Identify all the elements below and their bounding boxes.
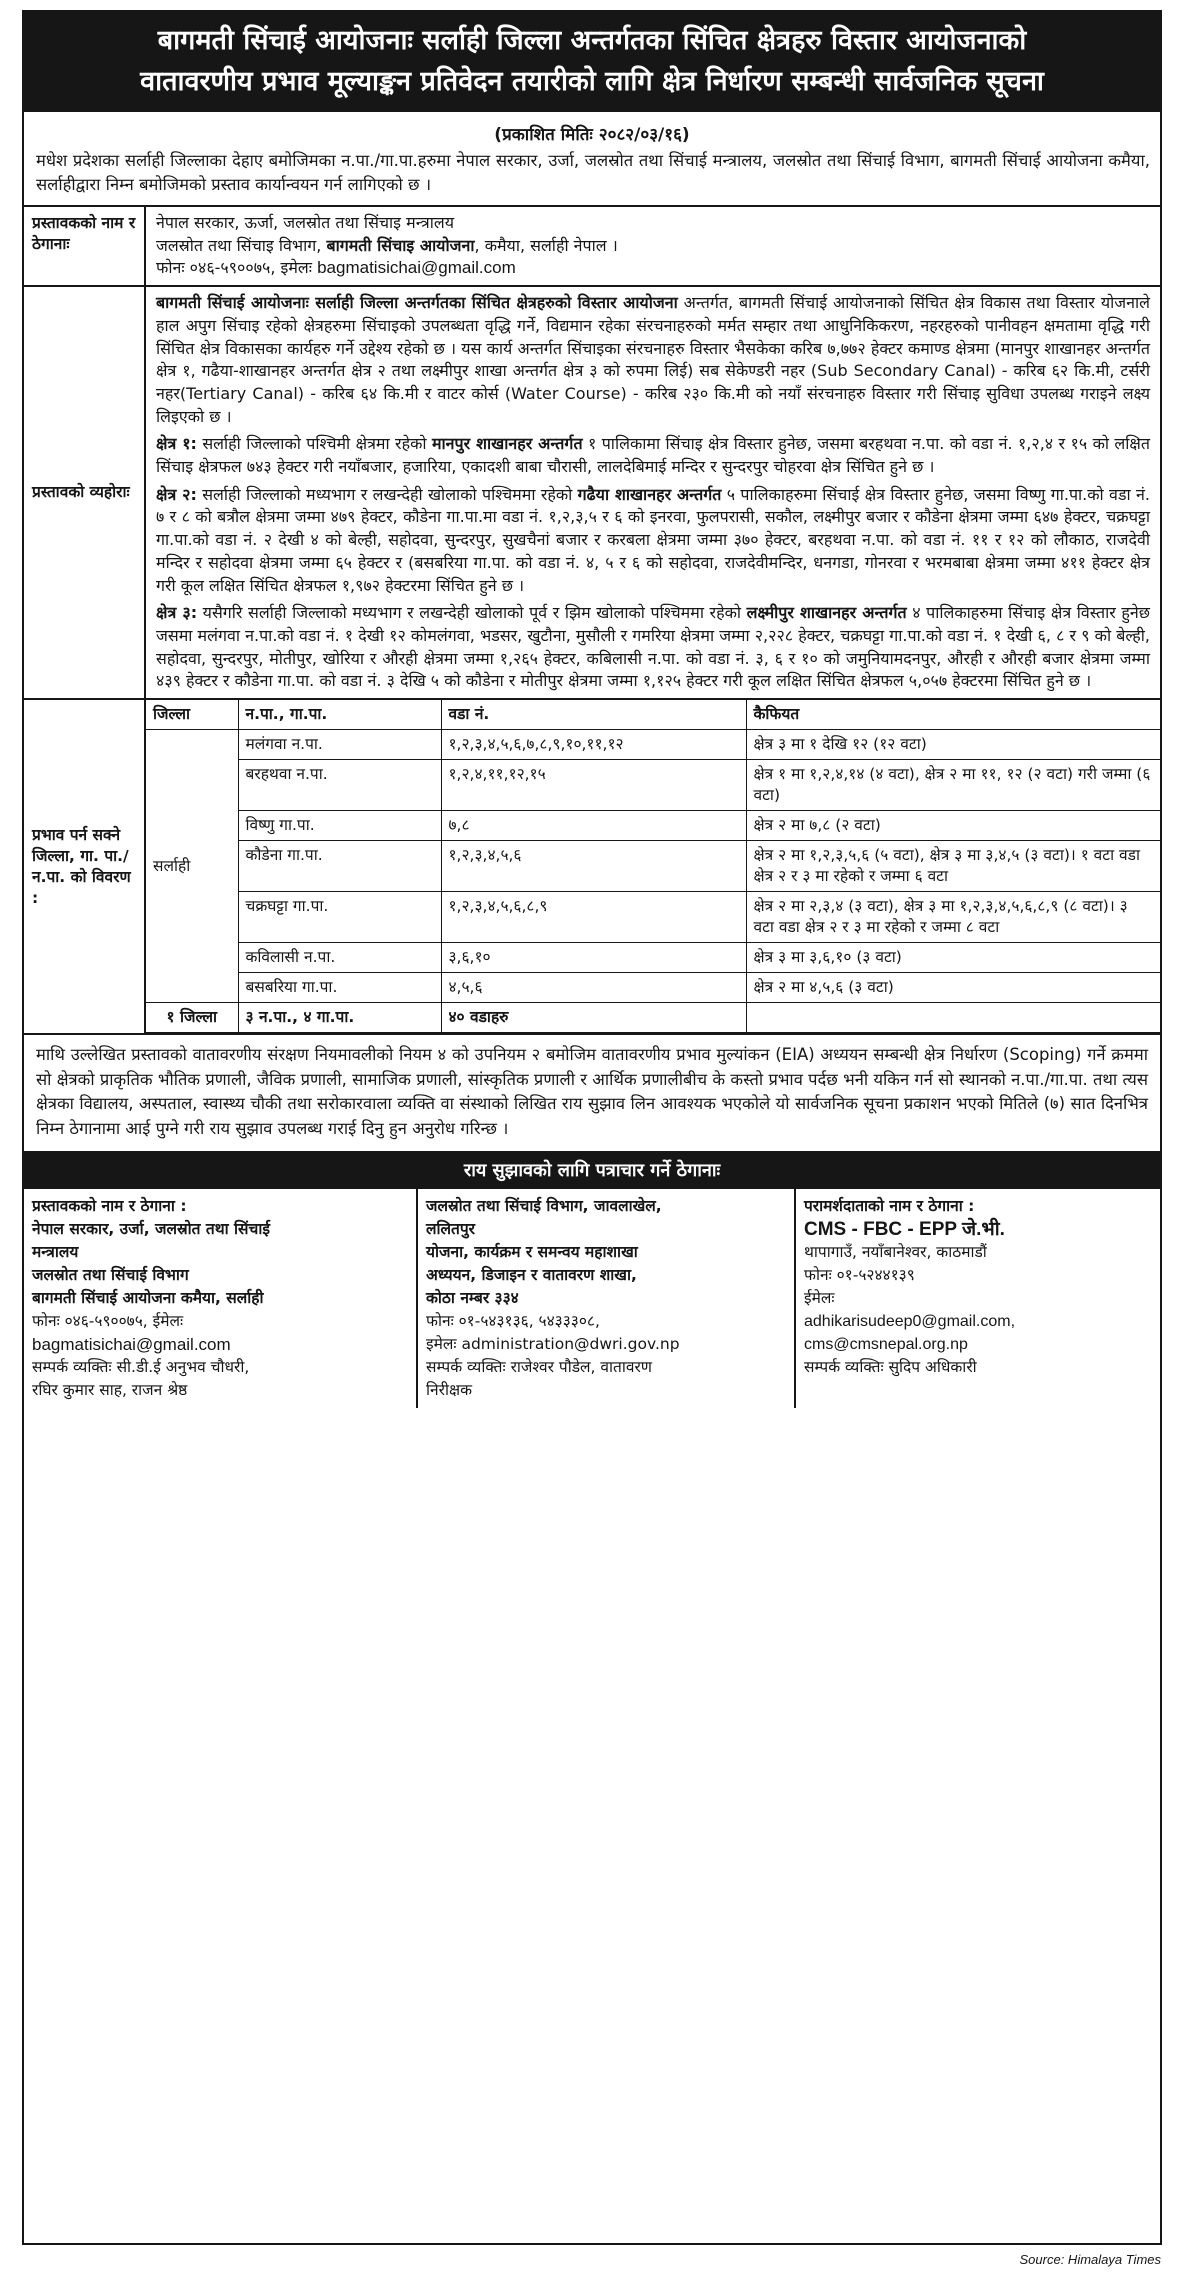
consultant-phone: फोनः ०१-५२४४१३९ [804,1266,915,1285]
proponent-label: प्रस्तावकको नाम र ठेगानाः [24,207,146,285]
total-municipality-cell: ३ न.पा., ४ गा.पा. [238,1003,441,1033]
proponent-project-name: बागमती सिंचाइ आयोजना [326,235,475,255]
consultant-address-line: थापागाउँ, नयाँबानेश्वर, काठमाडौं [804,1243,987,1262]
affected-areas-label: प्रभाव पर्न सक्ने जिल्ला, गा. पा./ न.पा. को विवरण : [24,700,146,1033]
proponent-address-email: bagmatisichai@gmail.com [32,1335,231,1355]
wards-cell: १,२,३,४,५,६ [441,841,746,892]
municipality-cell: विष्णु गा.पा. [238,811,441,841]
remarks-cell: क्षेत्र २ मा १,२,३,५,६ (५ वटा), क्षेत्र ३ मा ३,४,५ (३ वटा)। १ वटा वडा क्षेत्र २ र ३ मा रहेको र जम्मा ६ वटा [746,841,1160,892]
department-phone: फोनः ०१-५४३१३६, ५४३३३०८, [426,1312,600,1331]
municipality-table [146,700,1160,1033]
municipality-cell: बरहथवा न.पा. [238,760,441,811]
proponent-department-text: जलस्रोत तथा सिंचाइ विभाग, [156,235,327,255]
consultant-email: adhikarisudeep0@gmail.com, [804,1313,1016,1331]
consultant-contact-person: सम्पर्क व्यक्तिः सुदिप अधिकारी [804,1358,977,1377]
published-date: (प्रकाशित मितिः २०८२/०३/१६) [494,125,690,145]
wards-cell: १,२,३,४,५,६,७,८,९,१०,११,१२ [441,730,746,760]
col-header-district: जिल्ला [146,700,238,730]
notice-title-line-2: वातावरणीय प्रभाव मूल्याङ्कन प्रतिवेदन तयारीको लागि क्षेत्र निर्धारण सम्बन्धी सार्वजनिक सूचना [140,66,1044,97]
zone-2-heading: क्षेत्र २: [156,484,197,504]
table-row [146,892,1160,943]
project-title-inline: बागमती सिंचाई आयोजनाः सर्लाही जिल्ला अन्तर्गतका सिंचित क्षेत्रहरुको विस्तार आयोजना [156,293,678,313]
col-header-remarks: कैफियत [746,700,1160,730]
zone-1-paragraph [156,433,1150,478]
remarks-cell: क्षेत्र २ मा ४,५,६ (३ वटा) [746,973,1160,1003]
proponent-contact [156,257,1150,280]
proponent-contact-person: सम्पर्क व्यक्तिः सी.डी.ई अनुभव चौधरी, [32,1358,250,1377]
proponent-contact-person: रघिर कुमार साह, राजन श्रेष्ठ [32,1381,188,1400]
description-label: प्रस्तावको व्यहोराः [24,287,146,698]
zone-3-intro: यसैगरि सर्लाही जिल्लाको मध्यभाग र लखन्देही खोलाको पूर्व र झिम खोलाको पश्चिममा रहेको [197,603,747,623]
affected-areas-row [24,698,1160,1033]
zone-1-text: १ पालिकामा सिंचाइ क्षेत्र विस्तार हुनेछ, जसमा बरहथवा न.पा. को वडा नं. १,२,४ र १५ को लक्षित सिंचाइ क्षेत्रफल ७४३ हेक्टर गरी नयाँबजार, हजारिया, एकादशी बाबा चौरासी, लालदेबिमाई मन्दिर र सुन्दरपुर चोहरवा क्षेत्र सिंचित हुने छ । [156,434,1150,477]
zone-3-paragraph [156,602,1150,693]
zone-1-heading: क्षेत्र १: [156,434,197,454]
department-address-line: अध्ययन, डिजाइन र वातावरण शाखा, [426,1266,637,1285]
addresses-title-bar: राय सुझावको लागि पत्राचार गर्ने ठेगानाः [24,1151,1160,1189]
consultant-address-column [794,1189,1160,1408]
affected-areas-table-wrap [146,700,1160,1033]
wards-cell: १,२,४,११,१२,१५ [441,760,746,811]
proponent-address-line: जलस्रोत तथा सिंचाई विभाग [32,1266,189,1285]
notice-header [24,12,1160,112]
table-row [146,943,1160,973]
proponent-address-line: मन्त्रालय [32,1243,79,1262]
total-district-cell: १ जिल्ला [146,1003,238,1033]
addresses-columns [24,1189,1160,1408]
department-address-line: योजना, कार्यक्रम र समन्वय महाशाखा [426,1243,638,1262]
wards-cell: ७,८ [441,811,746,841]
table-row [146,760,1160,811]
proponent-email: bagmatisichai@gmail.com [317,258,516,278]
source-credit: Source: Himalaya Times [1019,2252,1161,2267]
zone-3-text: ४ पालिकाहरुमा सिंचाइ क्षेत्र विस्तार हुनेछ जसमा मलंगवा न.पा.को वडा नं. १ देखी १२ कोमलंगवा, भडसर, खुटौना, मुसौली र गमरिया क्षेत्रमा जम्मा २,२२८ हेक्टर, चक्रघट्टा गा.पा.को वडा नं. १ देखी ६, ८ र ९ को बेल्ही, सहोदवा, सुन्दरपुर, मोतीपुर, खोरिया र औरही क्षेत्रमा जम्मा १,२६५ हेक्टर, कबिलासी न.पा. को वडा नं. ३, ६ र १० को जमुनियामदनपुर, औरही र औरही बजार क्षेत्रमा जम्मा ४३९ हेक्टर र कौडेना गा.पा. को वडा नं. ३ देखि ५ को कौडेना र मोतीपुर क्षेत्रमा जम्मा १,१२५ हेक्टर गरी कूल लक्षित सिंचित क्षेत्रफल ५,०५७ हेक्टरमा सिंचित हुने छ । [156,603,1150,691]
department-address-line: ललितपुर [426,1220,476,1239]
department-contact-person: सम्पर्क व्यक्तिः राजेश्वर पौडेल, वातावरण [426,1358,653,1377]
proponent-address-heading: प्रस्तावकको नाम र ठेगाना : [32,1197,187,1216]
notice-title-line-1: बागमती सिंचाई आयोजनाः सर्लाही जिल्ला अन्तर्गतका सिंचित क्षेत्रहरु विस्तार आयोजनाको [157,25,1027,56]
municipality-cell: मलंगवा न.पा. [238,730,441,760]
proponent-row [24,205,1160,285]
closing-paragraph: माथि उल्लेखित प्रस्तावको वातावरणीय संरक्षण नियमावलीको नियम ४ को उपनियम २ बमोजिम वातावरणीय प्रभाव मुल्यांकन (EIA) अध्ययन सम्बन्धी क्षेत्र निर्धारण (Scoping) गर्ने क्रममा सो क्षेत्रको प्राकृतिक भौतिक प्रणाली, जैविक प्रणाली, सामाजिक प्रणाली, सांस्कृतिक प्रणाली र आर्थिक प्रणालीबीच के कस्तो प्रभाव पर्दछ भनी यकिन गर्न सो स्थानको न.पा./गा.पा. तथा त्यस क्षेत्रका विद्यालय, अस्पताल, स्वास्थ्य चौकी तथा सरोकारवाला व्यक्ति वा संस्थाको लिखित राय सुझाव लिन आवश्यक भएकोले यो सार्वजनिक सूचना प्रकाशन भएको मितिले (७) सात दिनभित्र निम्न ठेगानामा आई पुग्ने गरी राय सुझाव उपलब्ध गराई दिनु हुन अनुरोध गरिन्छ । [24,1033,1160,1151]
wards-cell: ३,६,१० [441,943,746,973]
notice-page [22,10,1162,2245]
proponent-address-line: बागमती सिंचाई आयोजना कमैया, सर्लाही [32,1289,264,1308]
zone-2-paragraph [156,484,1150,598]
table-row [146,730,1160,760]
department-room-number: कोठा नम्बर ३३४ [426,1289,519,1308]
table-row [146,811,1160,841]
col-header-municipality: न.पा., गा.पा. [238,700,441,730]
proponent-address-phone: फोनः ०४६-५९००७५, ईमेलः [32,1312,184,1331]
proponent-location: , कमैया, सर्लाही नेपाल । [474,235,618,255]
wards-cell: १,२,३,४,५,६,८,९ [441,892,746,943]
remarks-cell: क्षेत्र ३ मा ३,६,१० (३ वटा) [746,943,1160,973]
proponent-phone: फोनः ०४६-५९००७५, इमेलः [156,258,318,278]
zone-2-intro: सर्लाही जिल्लाको मध्यभाग र लखन्देही खोलाको पश्चिममा रहेको [196,484,578,504]
wards-cell: ४,५,६ [441,973,746,1003]
proponent-address-line: नेपाल सरकार, उर्जा, जलस्रोत तथा सिंचाई [32,1220,270,1239]
consultant-email: cms@cmsnepal.org.np [804,1336,968,1354]
description-content [146,287,1160,698]
description-row [24,285,1160,698]
municipality-cell: बसबरिया गा.पा. [238,973,441,1003]
remarks-cell: क्षेत्र २ मा ७,८ (२ वटा) [746,811,1160,841]
municipality-table-header [146,700,1160,730]
col-header-wards: वडा नं. [441,700,746,730]
total-remarks-cell [746,1003,1160,1033]
total-wards-cell: ४० वडाहरु [441,1003,746,1033]
remarks-cell: क्षेत्र २ मा २,३,४ (३ वटा), क्षेत्र ३ मा १,२,३,४,५,६,८,९ (८ वटा)। ३ वटा वडा क्षेत्र २ र ३ मा रहेको र जम्मा ८ वटा [746,892,1160,943]
table-total-row [146,1003,1160,1033]
remarks-cell: क्षेत्र ३ मा १ देखि १२ (१२ वटा) [746,730,1160,760]
zone-2-text: ५ पालिकाहरुमा सिंचाई क्षेत्र विस्तार हुनेछ, जसमा विष्णु गा.पा.को वडा नं. ७ र ८ को बत्रौल क्षेत्रमा जम्मा ४७९ हेक्टर, कौडेना गा.पा.मा वडा नं. १,२,३,५ र ६ को इनरवा, फुलपरासी, सकौल, लक्ष्मीपुर बजार र कौडेना क्षेत्रमा जम्मा ६४७ हेक्टर, चक्रघट्टा गा.पा.को वडा नं. २ देखी ४ को बेल्ही, सहोदवा, सुन्दरपुर, सुखचैनां बजार र करबला क्षेत्रमा जम्मा ३७० हेक्टर, बरहथवा न.पा. को वडा नं. ११ र १२ को लौकाठ, राजदेवी मन्दिर र सहोदवा क्षेत्रमा जम्मा ६५ हेक्टर र (बसबरिया गा.पा. को वडा नं. ४, ५ र ६ को सहोदवा, राजदेवीमन्दिर, धनगडा, गोनरवा र भरमबाबा क्षेत्रमा जम्मा ४११ हेक्टर क्षेत्र गरी कूल लक्षित सिंचित क्षेत्रफल १,९७२ हेक्टरमा सिंचित हुने छ । [156,484,1150,595]
consultant-name: CMS - FBC - EPP जे.भी. [804,1219,1005,1241]
department-email: इमेलः administration@dwri.gov.np [426,1335,680,1354]
proponent-address-column [24,1189,416,1408]
zone-3-canal: लक्ष्मीपुर शाखानहर अन्तर्गत [746,603,907,623]
table-row [146,973,1160,1003]
proponent-department [156,235,1150,258]
municipality-cell: कविलासी न.पा. [238,943,441,973]
consultant-address-heading: परामर्शदाताको नाम र ठेगाना : [804,1197,975,1216]
department-address-column [416,1189,794,1408]
district-cell: सर्लाही [146,730,238,1003]
table-row [146,841,1160,892]
proponent-details [146,207,1160,285]
department-contact-role: निरीक्षक [426,1381,472,1400]
description-paragraph-1-text: अन्तर्गत, बागमती सिंचाई आयोजनाको सिंचित क्षेत्र विकास तथा विस्तार योजनाले हाल अपुग सिंचाइ रहेको क्षेत्रहरुमा सिंचाइको उपलब्धता वृद्धि गर्ने, विद्यमान रहेका संरचनाहरुको मर्मत सम्हार तथा आधुनिकिकरण, नहरहरुको पानीवहन क्षमतामा वृद्धि गरी सिंचित क्षेत्र विकासका कार्यहरु गर्ने उद्देश्य रहेको छ । यस कार्य अन्तर्गत सिंचाइका संरचनाहरु विस्तार भैसकेका करिब ७,७७२ हेक्टर कमाण्ड क्षेत्रमा (मानपुर शाखानहर अन्तर्गत क्षेत्र १, गढैया-शाखानहर अन्तर्गत क्षेत्र २ तथा लक्ष्मीपुर शाखा अन्तर्गत क्षेत्र ३ को रुपमा लिई) सब सेकेण्डरी नहर (Sub Secondary Canal) - करिब ६२ कि.मी, टर्सरी नहर(Tertiary Canal) - करिब ६४ कि.मी र वाटर कोर्स (Water Course) - करिब २३० कि.मी को नयाँ संरचनाहरु विस्तार गरी सिंचाइ सुविधा उपलब्ध गराइने लक्ष्य लिइएको छ । [156,293,1150,426]
proponent-ministry: नेपाल सरकार, ऊर्जा, जलस्रोत तथा सिंचाइ मन्त्रालय [156,213,455,232]
zone-1-canal: मानपुर शाखानहर अन्तर्गत [431,434,583,454]
municipality-cell: चक्रघट्टा गा.पा. [238,892,441,943]
zone-1-intro: सर्लाही जिल्लाको पश्चिमी क्षेत्रमा रहेको [196,434,432,454]
consultant-email-label: ईमेलः [804,1289,835,1308]
zone-3-heading: क्षेत्र ३: [156,603,198,623]
description-paragraph-1 [156,292,1150,428]
department-address-heading: जलस्रोत तथा सिंचाई विभाग, जावलाखेल, [426,1197,662,1216]
remarks-cell: क्षेत्र १ मा १,२,४,१४ (४ वटा), क्षेत्र २ मा ११, १२ (२ वटा) गरी जम्मा (६ वटा) [746,760,1160,811]
municipality-cell: कौडेना गा.पा. [238,841,441,892]
zone-2-canal: गढैया शाखानहर अन्तर्गत [577,484,722,504]
intro-paragraph: मधेश प्रदेशका सर्लाही जिल्लाका देहाए बमोजिमका न.पा./गा.पा.हरुमा नेपाल सरकार, उर्जा, जलस्रोत तथा सिंचाई मन्त्रालय, जलस्रोत तथा सिंचाई विभाग, बागमती सिंचाई आयोजना कमैया, सर्लाहीद्वारा निम्न बमोजिमको प्रस्ताव कार्यान्वयन गर्न लागिएको छ । [36,151,1150,194]
